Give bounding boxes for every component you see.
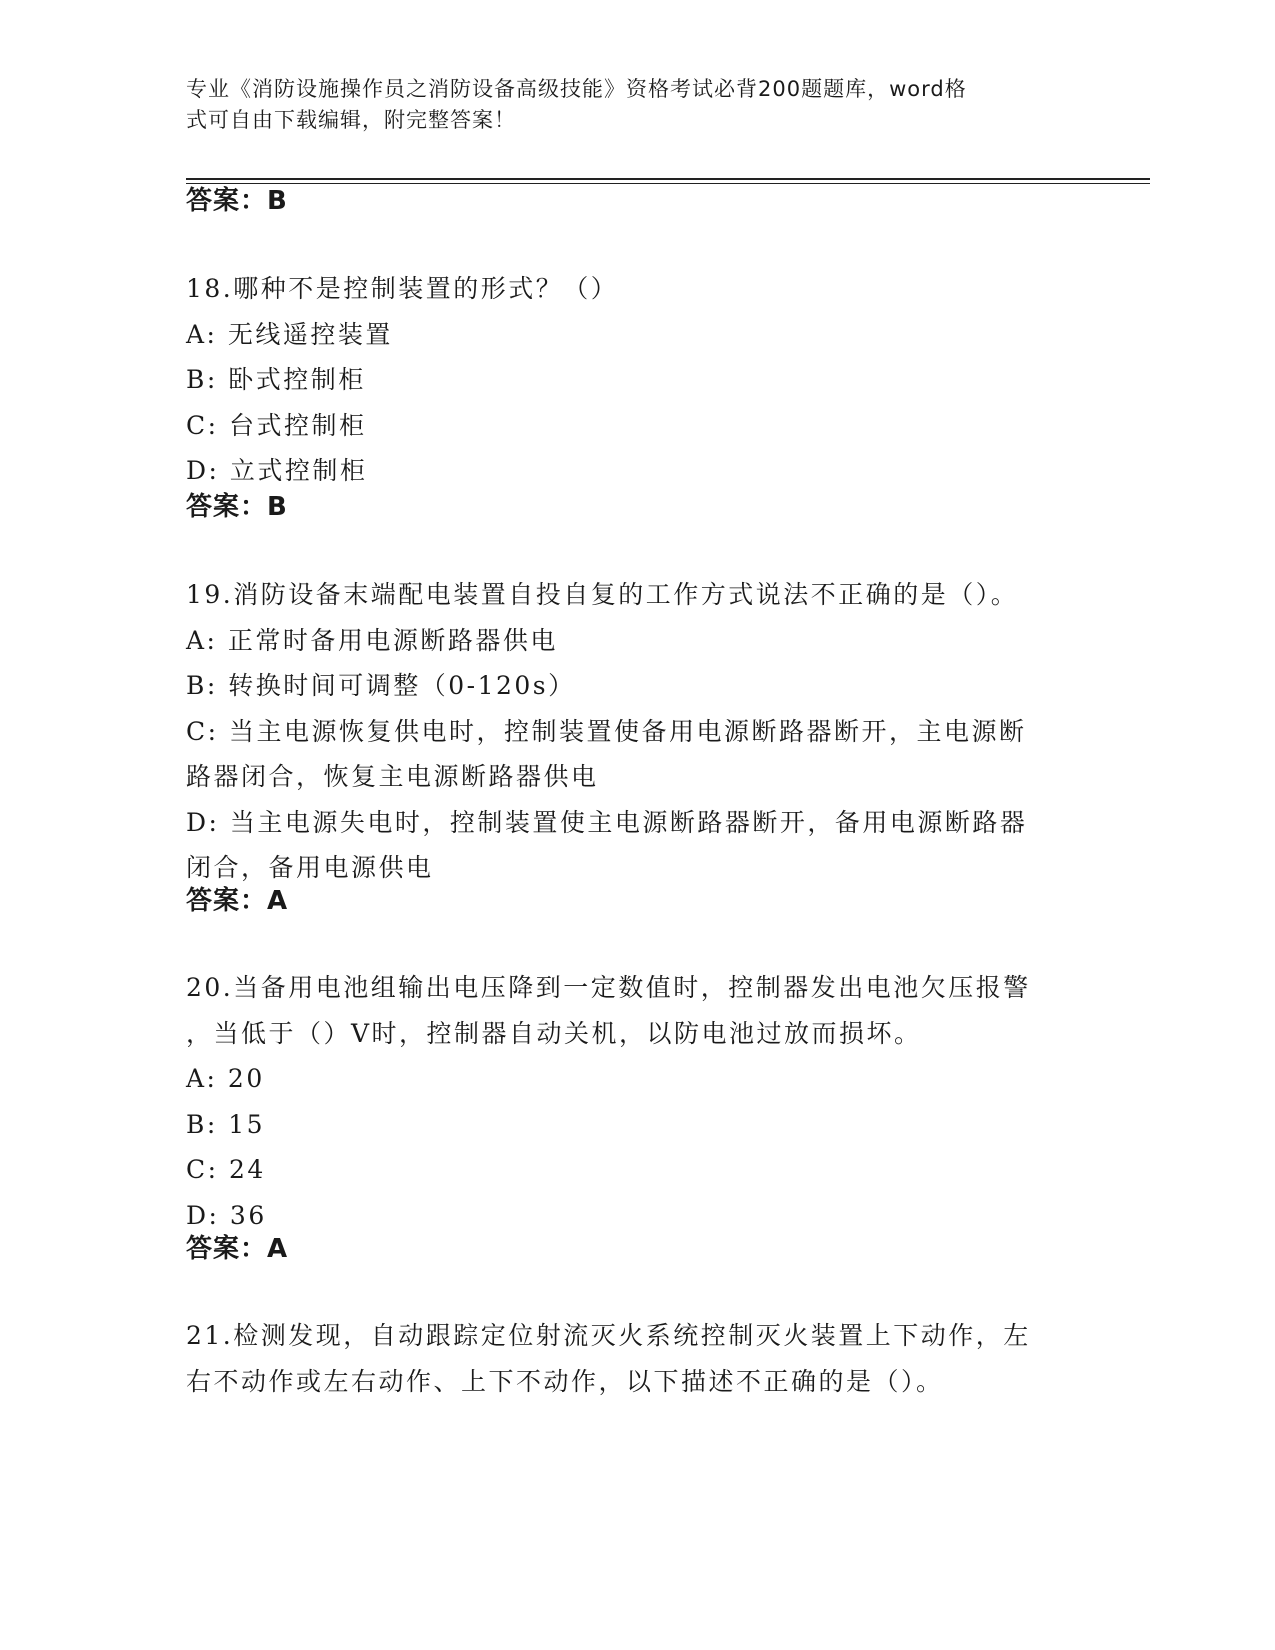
question-stem-line-2: 右不动作或左右动作、上下不动作，以下描述不正确的是（）。 <box>186 1366 944 1396</box>
question-21 <box>186 1313 1076 1404</box>
question-stem-line-1: 21.检测发现，自动跟踪定位射流灭火系统控制灭火装置上下动作，左 <box>186 1321 1031 1350</box>
document-header <box>186 74 1066 136</box>
answer-q19: 答案：A <box>186 886 289 916</box>
header-line-1: 专业《消防设施操作员之消防设备高级技能》资格考试必背200题题库，word格 <box>186 77 967 101</box>
option-b: B: 转换时间可调整（0-120s） <box>186 671 576 700</box>
option-c-line-2: 路器闭合，恢复主电源断路器供电 <box>186 762 599 791</box>
option-c-line-1: C: 当主电源恢复供电时，控制装置使备用电源断路器断开，主电源断 <box>186 716 1027 746</box>
question-18 <box>186 266 1076 494</box>
option-a: A: 20 <box>186 1064 265 1093</box>
header-line-2: 式可自由下载编辑，附完整答案！ <box>186 108 516 132</box>
option-b: B: 15 <box>186 1109 266 1139</box>
header-rule-thin <box>186 183 1150 184</box>
option-d-line-2: 闭合，备用电源供电 <box>186 853 434 882</box>
question-stem-line-2: ，当低于（）V时，控制器自动关机，以防电池过放而损坏。 <box>186 1018 922 1048</box>
option-d: D: 36 <box>186 1200 267 1230</box>
question-stem: 19.消防设备末端配电装置自投自复的工作方式说法不正确的是（）。 <box>186 580 1019 609</box>
header-rule-thick <box>186 178 1150 180</box>
option-c: C: 24 <box>186 1155 266 1184</box>
option-a: A: 正常时备用电源断路器供电 <box>186 625 558 655</box>
question-stem-line-1: 20.当备用电池组输出电压降到一定数值时，控制器发出电池欠压报警 <box>186 973 1031 1002</box>
answer-q18: 答案：B <box>186 492 288 522</box>
option-d-line-1: D: 当主电源失电时，控制装置使主电源断路器断开，备用电源断路器 <box>186 807 1028 837</box>
answer-q17: 答案：B <box>186 186 288 216</box>
option-d: D: 立式控制柜 <box>186 456 368 485</box>
answer-q20: 答案：A <box>186 1234 289 1264</box>
option-b: B: 卧式控制柜 <box>186 365 366 394</box>
question-20 <box>186 965 1076 1238</box>
option-c: C: 台式控制柜 <box>186 410 367 440</box>
option-a: A: 无线遥控装置 <box>186 319 393 349</box>
question-stem: 18.哪种不是控制装置的形式？（） <box>186 274 619 303</box>
question-19 <box>186 572 1076 891</box>
